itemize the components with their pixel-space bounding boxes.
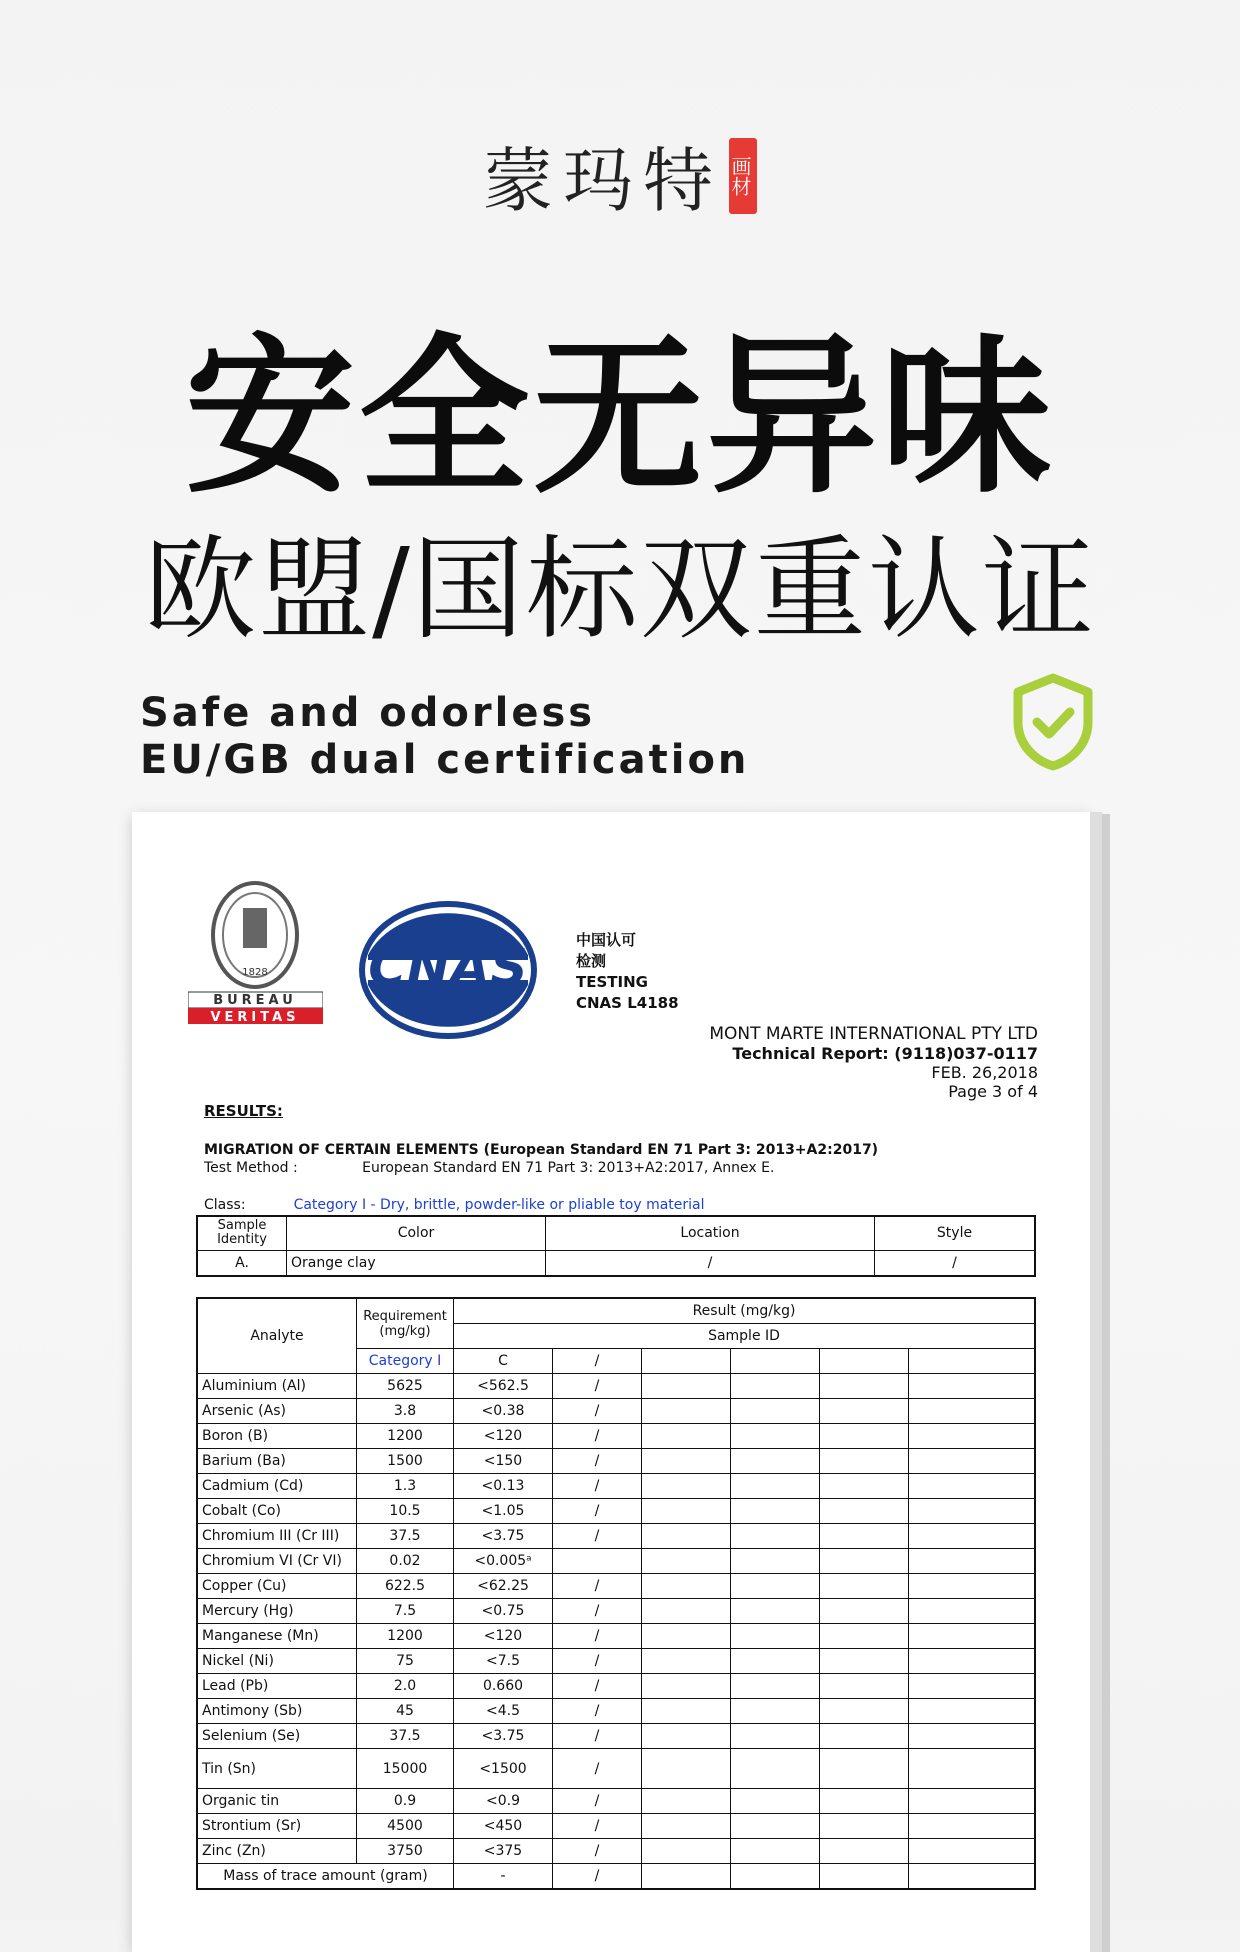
mass-row: Mass of trace amount (gram) - /	[197, 1864, 1035, 1890]
table-row: Cadmium (Cd) 1.3 <0.13 /	[197, 1474, 1035, 1499]
table-row: Arsenic (As) 3.8 <0.38 /	[197, 1399, 1035, 1424]
english-line-2: EU/GB dual certification	[140, 737, 750, 783]
class-line: Class: Category I - Dry, brittle, powder-like or pliable toy material	[204, 1197, 705, 1213]
table-row: Copper (Cu) 622.5 <62.25 /	[197, 1574, 1035, 1599]
test-report	[158, 840, 1058, 1940]
table-row: Strontium (Sr) 4500 <450 /	[197, 1814, 1035, 1839]
table-row: Chromium VI (Cr VI) 0.02 <0.005ᵃ	[197, 1549, 1035, 1574]
table-row: Selenium (Se) 37.5 <3.75 /	[197, 1724, 1035, 1749]
brand-header	[0, 125, 1240, 226]
table-row: Tin (Sn) 15000 <1500 /	[197, 1749, 1035, 1789]
svg-text:CNAS: CNAS	[368, 938, 528, 998]
table-row: Mercury (Hg) 7.5 <0.75 /	[197, 1599, 1035, 1624]
cnas-accreditation: 中国认可 检测 TESTING CNAS L4188	[576, 931, 679, 1012]
english-line-1: Safe and odorless	[140, 690, 596, 736]
report-header: MONT MARTE INTERNATIONAL PTY LTD Technical Report: (9118)037-0117 FEB. 26,2018 Page 3 of 4	[709, 1024, 1038, 1101]
brand-name: 蒙玛特	[483, 140, 723, 222]
brand-seal: 画材	[729, 138, 757, 214]
table-row: Cobalt (Co) 10.5 <1.05 /	[197, 1499, 1035, 1524]
table-row: Chromium III (Cr III) 37.5 <3.75 /	[197, 1524, 1035, 1549]
results-heading: RESULTS:	[204, 1102, 283, 1120]
table-row: Barium (Ba) 1500 <150 /	[197, 1449, 1035, 1474]
table-row: Boron (B) 1200 <120 /	[197, 1424, 1035, 1449]
svg-text:BUREAU: BUREAU	[213, 993, 297, 1008]
table-row: Lead (Pb) 2.0 0.660 /	[197, 1674, 1035, 1699]
table-row: Aluminium (Al) 5625 <562.5 /	[197, 1374, 1035, 1399]
shield-check-icon	[1010, 672, 1096, 772]
migration-title: MIGRATION OF CERTAIN ELEMENTS (European Standard EN 71 Part 3: 2013+A2:2017)	[204, 1142, 879, 1158]
test-method: Test Method : European Standard EN 71 Part 3: 2013+A2:2017, Annex E.	[204, 1160, 775, 1176]
table-row: Antimony (Sb) 45 <4.5 /	[197, 1699, 1035, 1724]
table-row: Zinc (Zn) 3750 <375 /	[197, 1839, 1035, 1864]
cnas-logo	[358, 900, 538, 1040]
headline: 安全无异味	[184, 319, 1055, 517]
subheadline: 欧盟/国标双重认证	[144, 525, 1096, 655]
svg-text:1828: 1828	[242, 967, 268, 978]
result-table: Analyte Requirement (mg/kg) Result (mg/kg) Sample ID Category I C / Aluminium (Al) 5625 <562.5 / Arsenic (As) 3.8 <0.38 / Boron (B) 1200 <120 / Barium (Ba) 1500 <150 / Cadmium (Cd) 1.3 <0.13 / Cobalt (Co) 10.5 <1.05 / Chromium III (Cr III) 37.5 <3.75 / Chromium VI (Cr VI) 0.02 <0.005ᵃ Copper (Cu) 622.5 <62.25 / Mercury (Hg) 7.5 <0.75 / Manganese (Mn) 1200 <120 / Nickel (Ni) 75 <7.5 / Lead (Pb) 2.0 0.660 / Antimony (Sb) 45 <4.5 / Selenium (Se) 37.5 <3.75 / Tin (Sn) 15000 <1500 / Organic tin 0.9 <0.9 / Strontium (Sr) 4500 <450 / Zinc (Zn) 3750 <375 / Mass of trace amount (gram) - /	[196, 1297, 1036, 1890]
sample-table: Sample Identity Color Location Style A. Orange clay / /	[196, 1215, 1036, 1277]
table-row: Nickel (Ni) 75 <7.5 /	[197, 1649, 1035, 1674]
svg-text:VERITAS: VERITAS	[210, 1010, 300, 1025]
table-row: Organic tin 0.9 <0.9 /	[197, 1789, 1035, 1814]
table-row: Manganese (Mn) 1200 <120 /	[197, 1624, 1035, 1649]
bureau-veritas-logo	[188, 880, 323, 1025]
